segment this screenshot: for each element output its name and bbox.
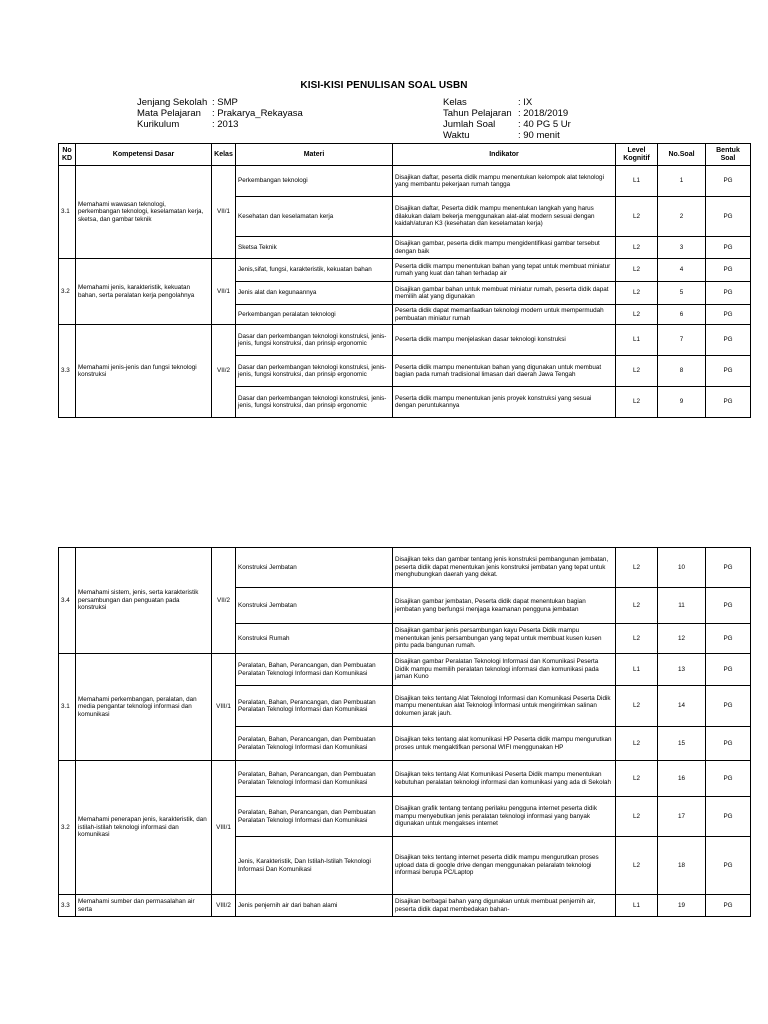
kompetensi-cell: Memahami sumber dan permasalahan air serta	[76, 895, 212, 917]
no-soal-cell: 16	[658, 761, 706, 797]
kelas-cell: VII/2	[212, 325, 236, 418]
materi-cell: Jenis,sifat, fungsi, karakteristik, kekuatan bahan	[236, 259, 393, 282]
info-value-tahun: : 2018/2019	[518, 108, 569, 119]
level-cell: L2	[616, 237, 658, 259]
kd-number: 3.3	[59, 895, 76, 917]
level-cell: L1	[616, 895, 658, 917]
level-cell: L1	[616, 166, 658, 197]
info-label-tahun: Tahun Pelajaran	[443, 108, 512, 119]
kisi-table-2	[58, 547, 751, 917]
no-soal-cell: 10	[658, 548, 706, 588]
bentuk-cell: PG	[706, 624, 751, 654]
header-level: Level Kognitif	[616, 144, 658, 166]
info-value-jenjang: : SMP	[212, 97, 238, 108]
bentuk-cell: PG	[706, 282, 751, 305]
info-value-mapel: : Prakarya_Rekayasa	[212, 108, 303, 119]
no-soal-cell: 4	[658, 259, 706, 282]
no-soal-cell: 8	[658, 356, 706, 387]
no-soal-cell: 5	[658, 282, 706, 305]
level-cell: L1	[616, 654, 658, 686]
level-cell: L2	[616, 548, 658, 588]
materi-cell: Peralatan, Bahan, Perancangan, dan Pembuatan Peralatan Teknologi Informasi dan Komunikasi	[236, 654, 393, 686]
bentuk-cell: PG	[706, 305, 751, 325]
header-indikator: Indikator	[393, 144, 616, 166]
bentuk-cell: PG	[706, 237, 751, 259]
indikator-cell: Disajikan berbagai bahan yang digunakan untuk membuat penjernih air, peserta didik dapat membedakan bahan-	[393, 895, 616, 917]
kompetensi-cell: Memahami penerapan jenis, karakteristik, dan istilah-istilah teknologi informasi dan komunikasi	[76, 761, 212, 895]
info-value-kelas: : IX	[518, 97, 533, 108]
kompetensi-cell: Memahami sistem, jenis, serta karakteristik persambungan dan penguatan pada konstruksi	[76, 548, 212, 654]
level-cell: L1	[616, 325, 658, 356]
no-soal-cell: 17	[658, 797, 706, 837]
indikator-cell: Disajikan gambar jenis persambungan kayu Peserta Didik mampu menentukan jenis persambungan yang tepat untuk membuat kusen kusen pintu pada bangunan rumah.	[393, 624, 616, 654]
kelas-cell: VII/1	[212, 166, 236, 259]
materi-cell: Konstruksi Jembatan	[236, 548, 393, 588]
kompetensi-cell: Memahami wawasan teknologi, perkembangan teknologi, keselamatan kerja, sketsa, dan gambar teknik	[76, 166, 212, 259]
materi-cell: Jenis, Karakteristik, Dan Istilah-Istilah Teknologi Informasi Dan Komunikasi	[236, 837, 393, 895]
materi-cell: Peralatan, Bahan, Perancangan, dan Pembuatan Peralatan Teknologi Informasi dan Komunikasi	[236, 727, 393, 761]
indikator-cell: Peserta didik mampu menentukan jenis proyek konstruksi yang sesuai dengan peruntukannya	[393, 387, 616, 418]
bentuk-cell: PG	[706, 197, 751, 237]
no-soal-cell: 13	[658, 654, 706, 686]
no-soal-cell: 15	[658, 727, 706, 761]
indikator-cell: Disajikan teks dan gambar tentang jenis konstruksi pembangunan jembatan, peserta didik dapat menentukan jenis konstruksi jembatan yang tepat untuk menghubungkan daerah yang dekat.	[393, 548, 616, 588]
kd-number: 3.4	[59, 548, 76, 654]
bentuk-cell: PG	[706, 837, 751, 895]
materi-cell: Peralatan, Bahan, Perancangan, dan Pembuatan Peralatan Teknologi Informasi dan Komunikasi	[236, 761, 393, 797]
no-soal-cell: 14	[658, 686, 706, 727]
info-label-jenjang: Jenjang Sekolah	[137, 97, 208, 108]
materi-cell: Dasar dan perkembangan teknologi konstruksi, jenis-jenis, fungsi konstruksi, dan prinsip ergonomic	[236, 356, 393, 387]
bentuk-cell: PG	[706, 548, 751, 588]
kelas-cell: VII/1	[212, 259, 236, 325]
bentuk-cell: PG	[706, 686, 751, 727]
kompetensi-cell: Memahami jenis-jenis dan fungsi teknologi konstruksi	[76, 325, 212, 418]
bentuk-cell: PG	[706, 654, 751, 686]
level-cell: L2	[616, 624, 658, 654]
no-soal-cell: 2	[658, 197, 706, 237]
header-bentuk: Bentuk Soal	[706, 144, 751, 166]
no-soal-cell: 3	[658, 237, 706, 259]
table-row	[59, 654, 751, 686]
kd-number: 3.1	[59, 166, 76, 259]
indikator-cell: Peserta didik mampu menentukan bahan yang digunakan untuk membuat bagian pada rumah tradisional limasan dari daerah Jawa Tengah	[393, 356, 616, 387]
header-kelas: Kelas	[212, 144, 236, 166]
header-materi: Materi	[236, 144, 393, 166]
indikator-cell: Disajikan teks tentang alat komunikasi HP Peserta didik mampu mengurutkan proses untuk mengaktifkan personal WIFI menggunakan HP	[393, 727, 616, 761]
info-label-jumlah: Jumlah Soal	[443, 119, 496, 130]
bentuk-cell: PG	[706, 325, 751, 356]
level-cell: L2	[616, 797, 658, 837]
bentuk-cell: PG	[706, 387, 751, 418]
kd-number: 3.2	[59, 761, 76, 895]
info-value-kurikulum: : 2013	[212, 119, 239, 130]
level-cell: L2	[616, 588, 658, 624]
table-row	[59, 166, 751, 197]
level-cell: L2	[616, 837, 658, 895]
level-cell: L2	[616, 387, 658, 418]
no-soal-cell: 19	[658, 895, 706, 917]
indikator-cell: Peserta didik mampu menjelaskan dasar teknologi konstruksi	[393, 325, 616, 356]
materi-cell: Konstruksi Jembatan	[236, 588, 393, 624]
bentuk-cell: PG	[706, 727, 751, 761]
materi-cell: Dasar dan perkembangan teknologi konstruksi, jenis-jenis, fungsi konstruksi, dan prinsip ergonomic	[236, 325, 393, 356]
table-row	[59, 895, 751, 917]
level-cell: L2	[616, 259, 658, 282]
indikator-cell: Disajikan grafik tentang tentang perilaku pengguna internet peserta didik mampu menyebutkan jenis peralatan teknologi informasi yang banyak digunakan untuk mengakses internet	[393, 797, 616, 837]
materi-cell: Peralatan, Bahan, Perancangan, dan Pembuatan Peralatan Teknologi Informasi dan Komunikasi	[236, 797, 393, 837]
level-cell: L2	[616, 761, 658, 797]
materi-cell: Dasar dan perkembangan teknologi konstruksi, jenis-jenis, fungsi konstruksi, dan prinsip ergonomic	[236, 387, 393, 418]
bentuk-cell: PG	[706, 588, 751, 624]
indikator-cell: Peserta didik dapat memanfaatkan teknologi modern untuk mempermudah pembuatan miniatur rumah	[393, 305, 616, 325]
no-soal-cell: 11	[658, 588, 706, 624]
info-value-jumlah: : 40 PG 5 Ur	[518, 119, 571, 130]
materi-cell: Sketsa Teknik	[236, 237, 393, 259]
info-label-kurikulum: Kurikulum	[137, 119, 180, 130]
bentuk-cell: PG	[706, 259, 751, 282]
level-cell: L2	[616, 686, 658, 727]
no-soal-cell: 6	[658, 305, 706, 325]
info-value-waktu: : 90 menit	[518, 130, 560, 141]
kompetensi-cell: Memahami jenis, karakteristik, kekuatan bahan, serta peralatan kerja pengolahnya	[76, 259, 212, 325]
bentuk-cell: PG	[706, 166, 751, 197]
kelas-cell: VII/2	[212, 548, 236, 654]
no-soal-cell: 12	[658, 624, 706, 654]
header-kompetensi: Kompetensi Dasar	[76, 144, 212, 166]
kisi-table-1	[58, 143, 751, 418]
info-label-kelas: Kelas	[443, 97, 467, 108]
kompetensi-cell: Memahami perkembangan, peralatan, dan media pengantar teknologi informasi dan komunikasi	[76, 654, 212, 761]
bentuk-cell: PG	[706, 895, 751, 917]
level-cell: L2	[616, 305, 658, 325]
indikator-cell: Disajikan teks tentang Alat Komunikasi Peserta Didik mampu menentukan kebutuhan peralatan teknologi informasi dan komunikasi yang ada di Sekolah	[393, 761, 616, 797]
document-title: KISI-KISI PENULISAN SOAL USBN	[300, 80, 468, 91]
info-label-waktu: Waktu	[443, 130, 470, 141]
kelas-cell: VIII/1	[212, 654, 236, 761]
info-right	[443, 97, 571, 141]
indikator-cell: Disajikan gambar Peralatan Teknologi Informasi dan Komunikasi Peserta Didik mampu memilih peralatan teknologi informasi dan komunikasi pada jaman Kuno	[393, 654, 616, 686]
kd-number: 3.2	[59, 259, 76, 325]
level-cell: L2	[616, 356, 658, 387]
no-soal-cell: 1	[658, 166, 706, 197]
kd-number: 3.1	[59, 654, 76, 761]
bentuk-cell: PG	[706, 761, 751, 797]
info-left	[137, 97, 303, 130]
materi-cell: Jenis alat dan kegunaannya	[236, 282, 393, 305]
kelas-cell: VIII/1	[212, 761, 236, 895]
indikator-cell: Peserta didik mampu menentukan bahan yang tepat untuk membuat miniatur rumah yang kuat dan tahan terhadap air	[393, 259, 616, 282]
no-soal-cell: 9	[658, 387, 706, 418]
table-row	[59, 761, 751, 797]
table-row	[59, 259, 751, 282]
level-cell: L2	[616, 282, 658, 305]
bentuk-cell: PG	[706, 797, 751, 837]
indikator-cell: Disajikan daftar, Peserta didik mampu menentukan langkah yang harus dilakukan dalam bekerja menggunakan alat-alat modern sesuai dengan kaidah/aturan K3 (kesehatan dan keselamatan kerja)	[393, 197, 616, 237]
materi-cell: Peralatan, Bahan, Perancangan, dan Pembuatan Peralatan Teknologi Informasi dan Komunikasi	[236, 686, 393, 727]
level-cell: L2	[616, 197, 658, 237]
table-row	[59, 325, 751, 356]
no-soal-cell: 7	[658, 325, 706, 356]
materi-cell: Kesehatan dan keselamatan kerja	[236, 197, 393, 237]
info-label-mapel: Mata Pelajaran	[137, 108, 201, 119]
kd-number: 3.3	[59, 325, 76, 418]
indikator-cell: Disajikan gambar bahan untuk membuat miniatur rumah, peserta didik dapat memilih alat yang digunakan	[393, 282, 616, 305]
indikator-cell: Disajikan daftar, peserta didik mampu menentukan kelompok alat teknologi yang membantu pekerjaan rumah tangga	[393, 166, 616, 197]
header-no-kd: No KD	[59, 144, 76, 166]
table-row	[59, 548, 751, 588]
header-no-soal: No.Soal	[658, 144, 706, 166]
indikator-cell: Disajikan teks tentang Alat Teknologi Informasi dan Komunikasi Peserta Didik mampu menentukan alat Teknologi Informasi untuk mengirimkan salinan dokumen jarak jauh.	[393, 686, 616, 727]
materi-cell: Perkembangan peralatan teknologi	[236, 305, 393, 325]
indikator-cell: Disajikan gambar, peserta didik mampu mengidentifikasi gambar tersebut dengan baik	[393, 237, 616, 259]
materi-cell: Konstruksi Rumah	[236, 624, 393, 654]
indikator-cell: Disajikan gambar jembatan, Peserta didik dapat menentukan bagian jembatan yang berfungsi menjaga keamanan pengguna jembatan	[393, 588, 616, 624]
materi-cell: Jenis penjernih air dari bahan alami	[236, 895, 393, 917]
materi-cell: Perkembangan teknologi	[236, 166, 393, 197]
bentuk-cell: PG	[706, 356, 751, 387]
level-cell: L2	[616, 727, 658, 761]
no-soal-cell: 18	[658, 837, 706, 895]
kelas-cell: VIII/2	[212, 895, 236, 917]
indikator-cell: Disajikan teks tentang internet peserta didik mampu mengurutkan proses upload data di google drive dengan menggunakan pelaralatn teknologi informasi berupa PC/Laptop	[393, 837, 616, 895]
